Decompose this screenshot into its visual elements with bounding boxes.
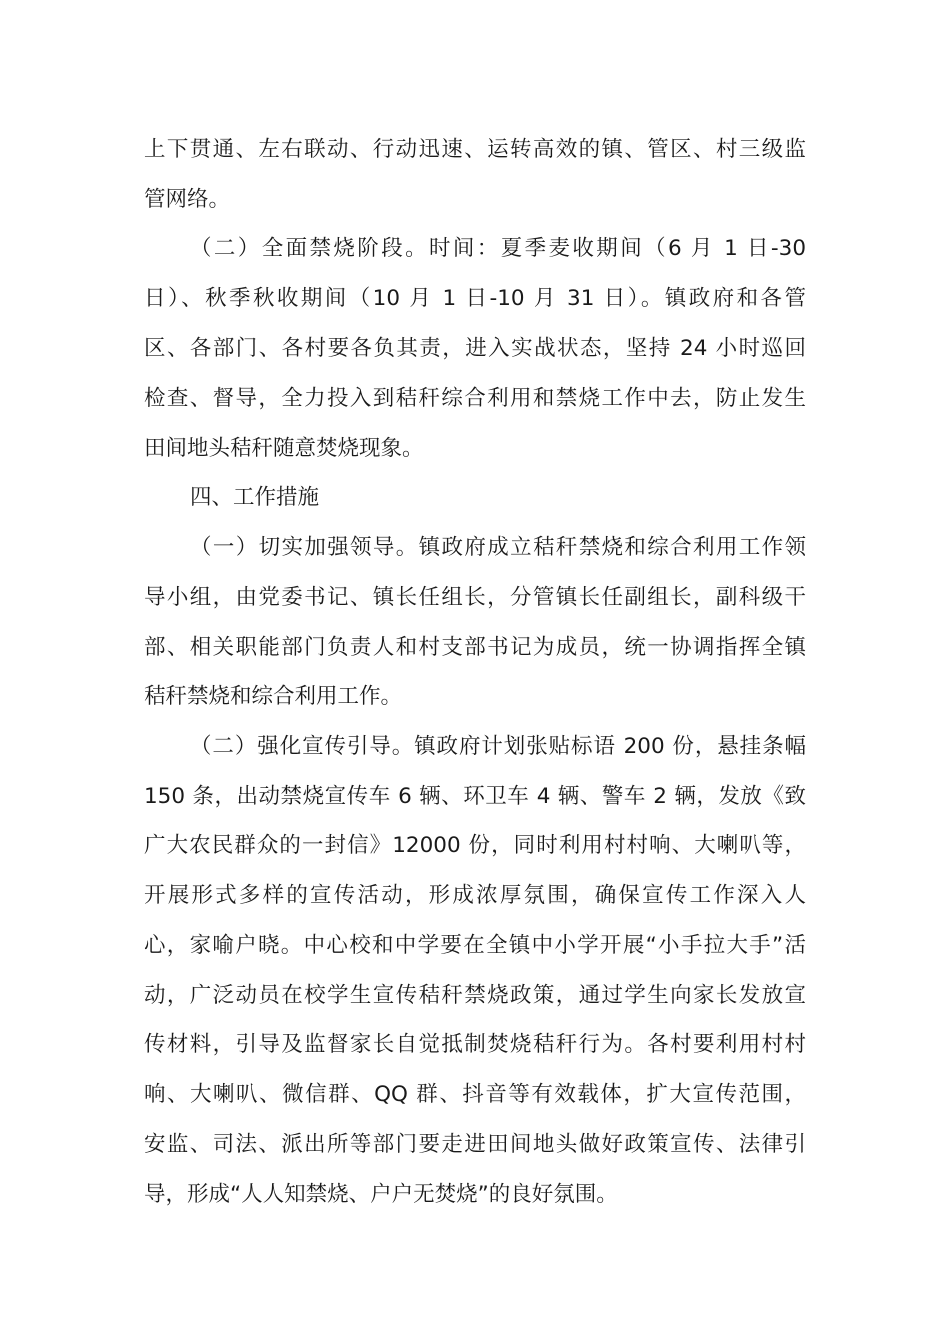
paragraph-first-line: （一）切实加强领导。镇政府成立秸秆禁烧和综合利用工作领 [190, 535, 806, 560]
paragraph-first-line: （二）全面禁烧阶段。时间：夏季麦收期间（6 月 1 日-30 [190, 236, 806, 261]
text-line: 检查、督导，全力投入到秸秆综合利用和禁烧工作中去，防止发生 [144, 386, 806, 411]
text-line: 开展形式多样的宣传活动，形成浓厚氛围，确保宣传工作深入人 [144, 883, 806, 908]
paragraph-first-line: （二）强化宣传引导。镇政府计划张贴标语 200 份，悬挂条幅 [190, 734, 806, 759]
text-line: 广大农民群众的一封信》12000 份，同时利用村村响、大喇叭等， [144, 833, 806, 858]
text-line: 心，家喻户晓。中心校和中学要在全镇中小学开展“小手拉大手”活 [144, 933, 806, 958]
text-line: 部、相关职能部门负责人和村支部书记为成员，统一协调指挥全镇 [144, 635, 806, 660]
text-line: 日）、秋季秋收期间（10 月 1 日-10 月 31 日）。镇政府和各管 [144, 286, 806, 311]
section-heading: 四、工作措施 [190, 485, 320, 510]
text-line: 管网络。 [144, 187, 231, 212]
text-line: 传材料，引导及监督家长自觉抵制焚烧秸秆行为。各村要利用村村 [144, 1032, 806, 1057]
text-line: 区、各部门、各村要各负其责，进入实战状态，坚持 24 小时巡回 [144, 336, 806, 361]
text-line: 导小组，由党委书记、镇长任组长，分管镇长任副组长，副科级干 [144, 585, 806, 610]
text-line: 响、大喇叭、微信群、QQ 群、抖音等有效载体，扩大宣传范围， [144, 1082, 806, 1107]
text-line: 动，广泛动员在校学生宣传秸秆禁烧政策，通过学生向家长发放宣 [144, 983, 806, 1008]
text-line: 田间地头秸秆随意焚烧现象。 [144, 436, 424, 461]
text-line: 上下贯通、左右联动、行动迅速、运转高效的镇、管区、村三级监 [144, 137, 806, 162]
text-line: 150 条，出动禁烧宣传车 6 辆、环卫车 4 辆、警车 2 辆，发放《致 [144, 784, 806, 809]
text-line: 导，形成“人人知禁烧、户户无焚烧”的良好氛围。 [144, 1182, 618, 1207]
text-line: 秸秆禁烧和综合利用工作。 [144, 684, 403, 709]
text-line: 安监、司法、派出所等部门要走进田间地头做好政策宣传、法律引 [144, 1132, 806, 1157]
